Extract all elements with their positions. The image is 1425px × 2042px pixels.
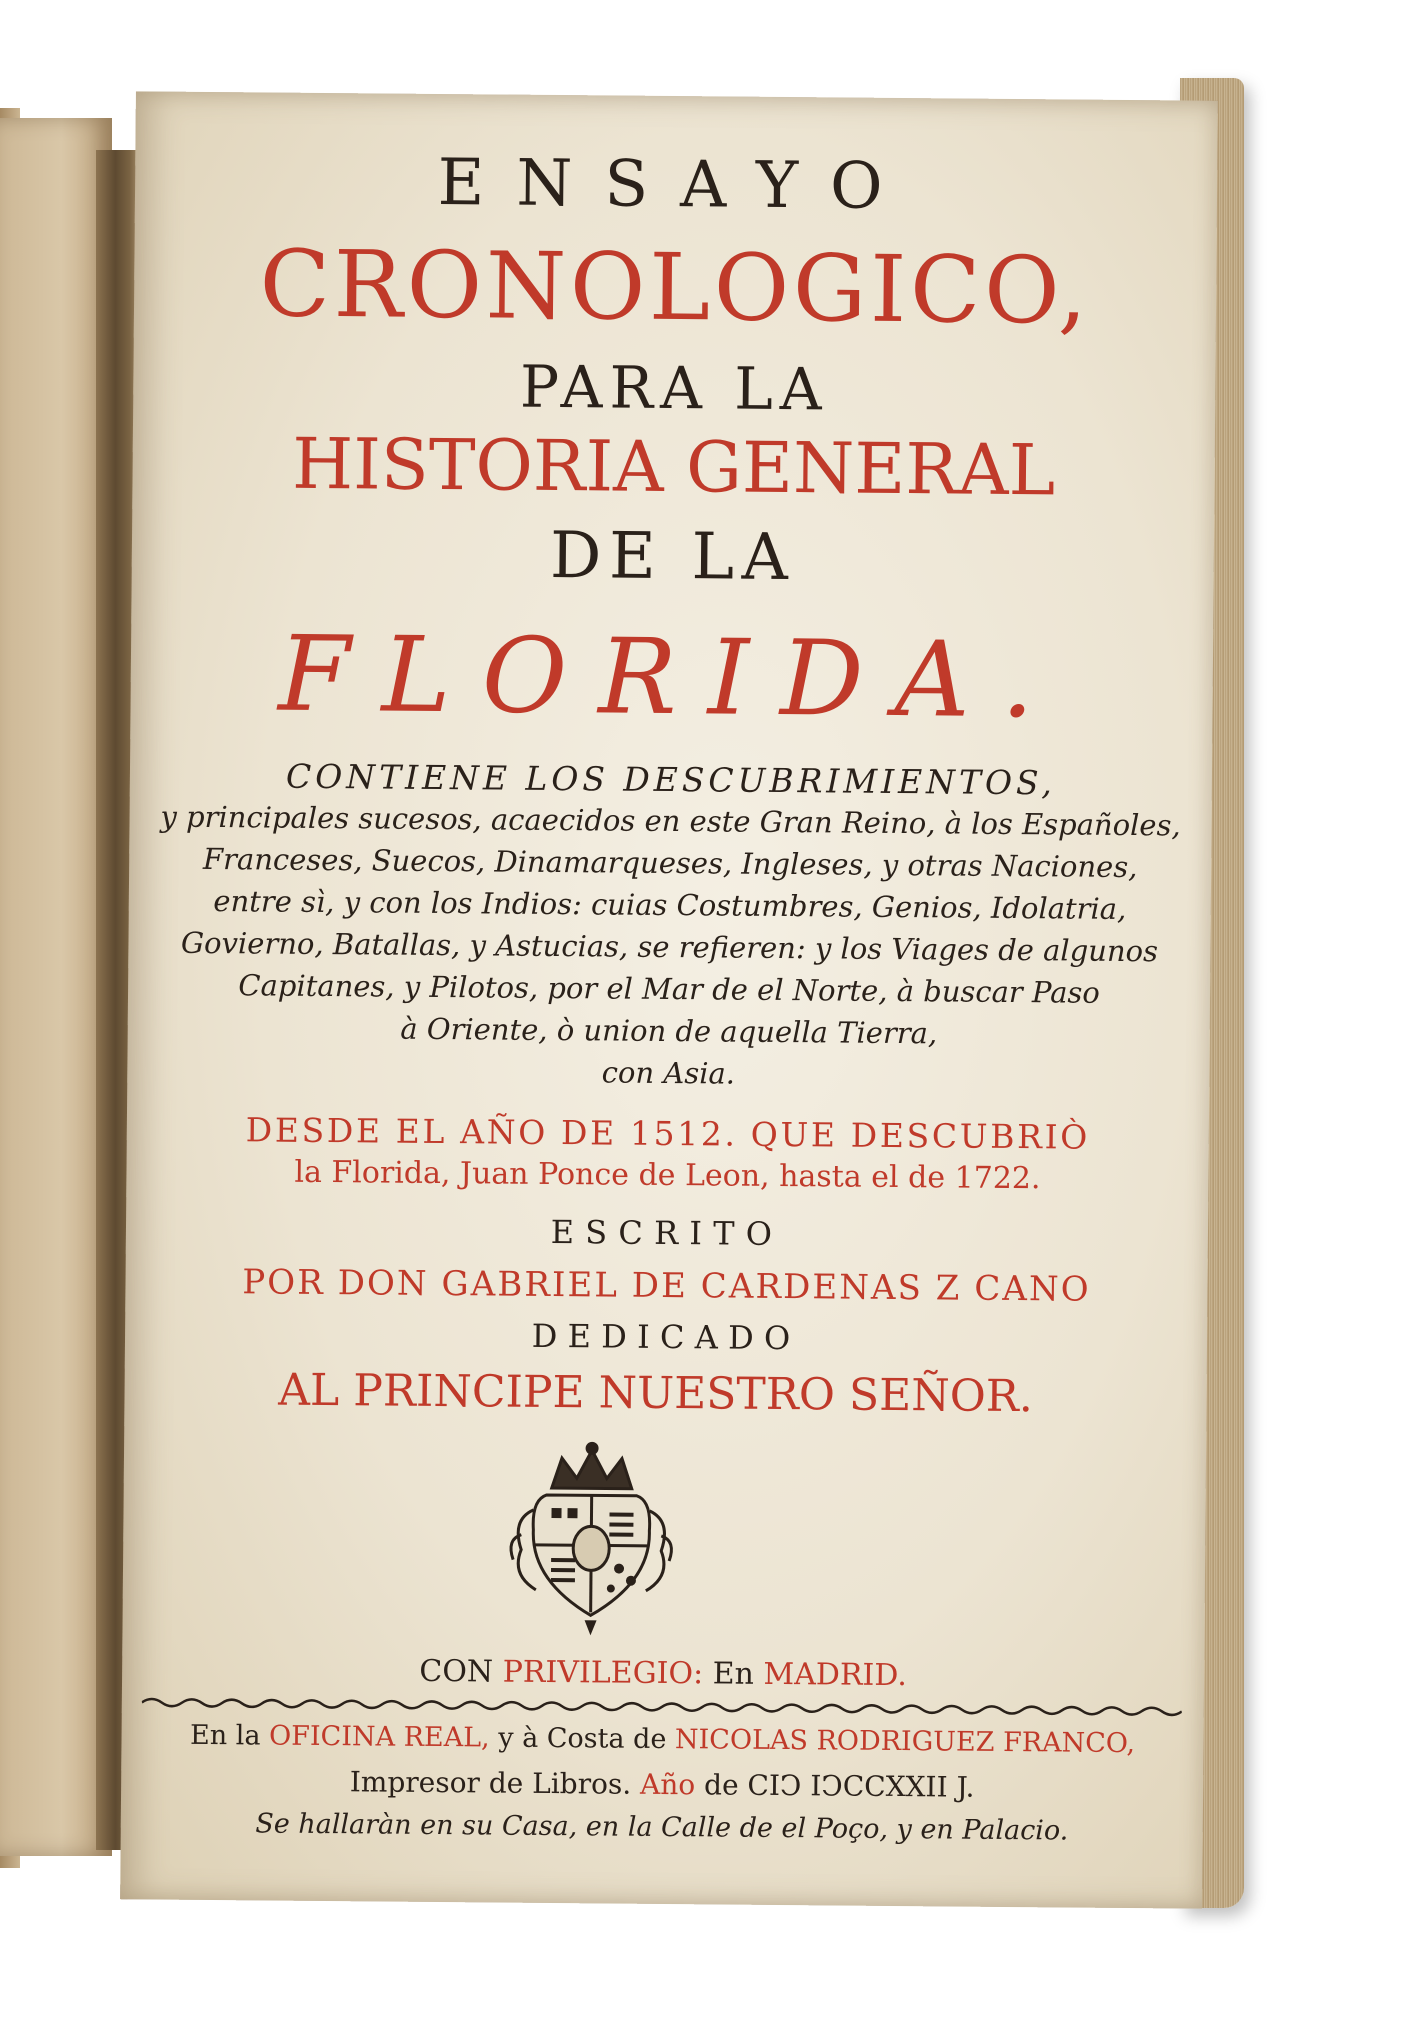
escrito-line: ESCRITO <box>550 1212 784 1254</box>
desde-line-1: DESDE EL AÑO DE 1512. QUE DESCUBRIÒ <box>245 1110 1091 1157</box>
ornamental-rule <box>142 1695 1182 1718</box>
title-line-historia-general: HISTORIA GENERAL <box>291 422 1056 512</box>
imprint-line-2 <box>121 1719 1203 1759</box>
imprint2-costa: y à Costa de <box>498 1722 667 1756</box>
imprint-line-3 <box>121 1763 1203 1805</box>
title-line-para-la: PARA LA <box>519 352 829 424</box>
dedicatee-line: AL PRINCIPE NUESTRO SEÑOR. <box>278 1364 1034 1423</box>
contents-line-1: CONTIENE LOS DESCUBRIMIENTOS, <box>285 756 1056 803</box>
title-line-cronologico: CRONOLOGICO, <box>259 230 1092 345</box>
imprint2-printer-name: NICOLAS RODRIGUEZ FRANCO, <box>674 1724 1136 1760</box>
dedicado-line: DEDICADO <box>531 1316 801 1358</box>
imprint-en: En <box>712 1656 755 1692</box>
contents-line-7: à Oriente, ò union de aquella Tierra, <box>400 1011 938 1051</box>
imprint-madrid: MADRID. <box>763 1656 908 1694</box>
imprint3-ano: Año <box>639 1767 696 1802</box>
imprint-line-4: Se hallaràn en su Casa, en la Calle de el Poço, y en Palacio. <box>255 1808 1069 1847</box>
title-page <box>120 91 1218 1908</box>
desde-line-2: la Florida, Juan Ponce de Leon, hasta el de 1722. <box>294 1154 1041 1197</box>
imprint2-oficina-real: OFICINA REAL, <box>268 1720 490 1754</box>
title-line-florida: FLORIDA. <box>277 612 1066 742</box>
imprint-con: CON <box>419 1653 494 1690</box>
imprint-privilegio: PRIVILEGIO: <box>502 1654 704 1692</box>
author-line: POR DON GABRIEL DE CARDENAS Z CANO <box>242 1262 1091 1310</box>
imprint3-impresor: Impresor de Libros. <box>349 1765 632 1801</box>
royal-arms-woodcut <box>490 1439 692 1641</box>
imprint-line-1 <box>122 1651 1204 1695</box>
title-line-de-la: DE LA <box>549 518 796 596</box>
contents-line-6: Capitanes, y Pilotos, por el Mar de el Norte, à buscar Paso <box>238 968 1100 1010</box>
contents-line-3: Franceses, Suecos, Dinamarqueses, Ingleses, y otras Naciones, <box>202 841 1138 885</box>
title-line-ensayo: ENSAYO <box>437 145 915 225</box>
contents-line-5: Govierno, Batallas, y Astucias, se refieren: y los Viages de algunos <box>180 925 1159 969</box>
imprint3-date: de CIↃ IↃCCXXII J. <box>703 1768 975 1804</box>
contents-line-4: entre sì, y con los Indios: cuias Costumbres, Genios, Idolatria, <box>213 884 1127 926</box>
imprint2-en-la: En la <box>189 1719 261 1752</box>
contents-line-8: con Asia. <box>601 1055 736 1091</box>
contents-line-2: y principales sucesos, acaecidos en este Gran Reino, à los Españoles, <box>160 799 1181 843</box>
